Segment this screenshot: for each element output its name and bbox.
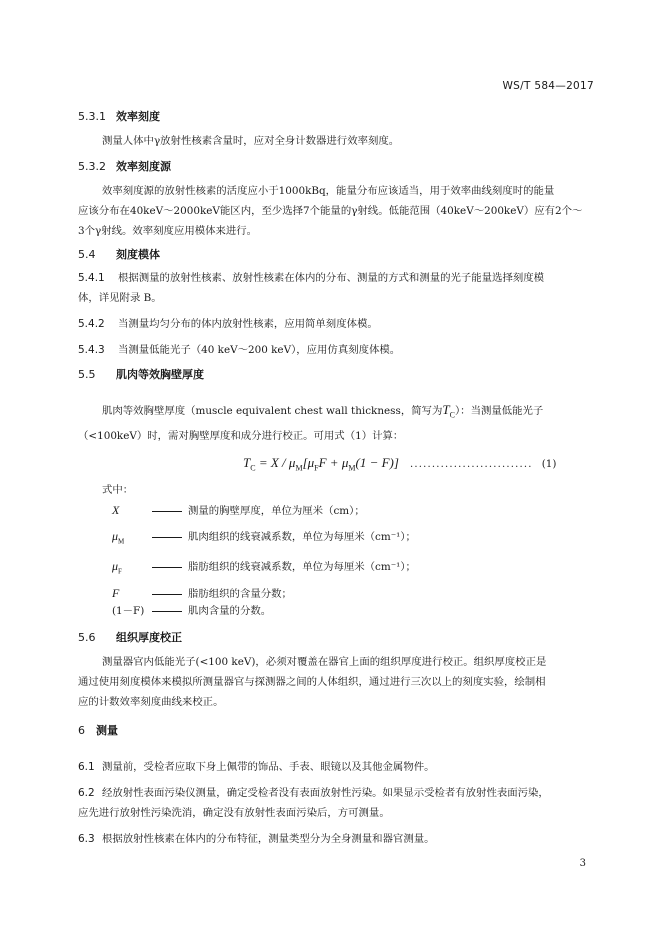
section-heading-5-3-2 [78, 158, 171, 174]
paragraph-line: （<100keV）时，需对胸壁厚度和成分进行校正。可用式（1）计算： [78, 430, 404, 442]
numbered-paragraph-6-2 [78, 783, 549, 803]
section-number: 5.3.2 [78, 160, 106, 173]
paragraph-line: 体，详见附录 B。 [78, 292, 162, 304]
tc-letter: T [442, 402, 450, 417]
text: ）：当测量低能光子 [454, 405, 544, 417]
formula-sub: M [348, 463, 356, 473]
dash-separator [152, 537, 182, 538]
numbered-paragraph-5-4-3 [78, 340, 400, 360]
where-label: 式中： [102, 484, 134, 496]
variable-description: 脂肪组织的含量分数； [188, 588, 292, 600]
section-heading-5-6 [78, 629, 182, 645]
paragraph-line: 3个γ射线。效率刻度应用模体来进行。 [78, 225, 258, 237]
formula-expression [243, 455, 399, 473]
formula-sub: F [314, 463, 319, 473]
formula-leader-dots: ............................ [410, 459, 533, 470]
symbol-text: μ [112, 529, 119, 543]
section-heading-5-5 [78, 366, 204, 382]
formula-part: (1 − F)] [355, 455, 399, 470]
formula-part: = X / μ [255, 455, 296, 470]
section-heading-5-4 [78, 246, 160, 262]
variable-symbol [112, 556, 152, 581]
numbered-paragraph-6-3 [78, 829, 435, 849]
variable-description: 肌肉含量的分数。 [188, 605, 272, 617]
numbered-paragraph-5-4-1 [78, 268, 544, 288]
section-title: 刻度模体 [116, 248, 160, 261]
clause-number: 5.4.3 [78, 344, 105, 356]
section-number: 6 [78, 724, 85, 737]
variable-definition [112, 500, 365, 525]
section-number: 5.4 [78, 248, 96, 261]
paragraph-line: 应的计数效率刻度曲线来校正。 [78, 696, 224, 708]
paragraph-line: 通过使用刻度模体来模拟所测量器官与探测器之间的人体组织，通过进行三次以上的刻度实验，绘制相 [78, 676, 546, 688]
section-heading-5-3-1 [78, 108, 160, 124]
section-title: 效率刻度源 [116, 160, 171, 173]
dash-separator [152, 594, 182, 595]
clause-number: 5.4.2 [78, 318, 105, 330]
paragraph-line: 当测量均匀分布的体内放射性核素，应用简单刻度体模。 [118, 318, 378, 330]
variable-symbol [112, 500, 152, 525]
variable-definition [112, 601, 271, 621]
formula-part: [μ [302, 455, 315, 470]
variable-symbol: (1－F) [112, 605, 145, 617]
section-title: 效率刻度 [116, 110, 160, 123]
paragraph-line: 经放射性表面污染仪测量，确定受检者没有表面放射性污染。如果显示受检者有放射性表面污染， [102, 787, 549, 799]
variable-description: 脂肪组织的线衰减系数，单位为每厘米（cm⁻¹）； [188, 561, 416, 573]
variable-symbol [112, 526, 152, 551]
paragraph-line: 测量器官内低能光子(<100 keV)，必须对覆盖在器官上面的组织厚度进行校正。组织厚度校正是 [102, 656, 547, 668]
clause-number: 5.4.1 [78, 272, 105, 284]
numbered-paragraph-6-1 [78, 757, 435, 777]
variable-description: 测量的胸壁厚度，单位为厘米（cm）； [188, 505, 365, 517]
section-title: 测量 [96, 724, 118, 737]
formula-1 [243, 452, 556, 473]
paragraph-line: 根据测量的放射性核素、放射性核素在体内的分布、测量的方式和测量的光子能量选择刻度模 [118, 272, 545, 284]
clause-number: 6.1 [78, 761, 95, 773]
section-title: 组织厚度校正 [116, 631, 182, 644]
text: 肌肉等效胸壁厚度（muscle equivalent chest wall thickness，简写为 [102, 405, 443, 417]
formula-sub: C [250, 463, 256, 473]
paragraph: 测量人体中γ放射性核素含量时，应对全身计数器进行效率刻度。 [102, 135, 400, 147]
paragraph-line: 根据放射性核素在体内的分布特征，测量类型分为全身测量和器官测量。 [102, 833, 435, 845]
symbol-sub: F [118, 567, 122, 576]
paragraph-line: 测量前，受检者应取下身上佩带的饰品、手表、眼镜以及其他金属物件。 [102, 761, 435, 773]
paragraph-line [102, 400, 543, 426]
section-number: 5.5 [78, 368, 96, 381]
dash-separator [152, 511, 182, 512]
section-number: 5.3.1 [78, 110, 106, 123]
tc-symbol [442, 402, 455, 420]
symbol-text: X [112, 503, 120, 517]
paragraph-line: 当测量低能光子（40 keV～200 keV），应用仿真刻度体模。 [118, 344, 401, 356]
standard-code: WS/T 584—2017 [502, 80, 594, 92]
paragraph-line: 效率刻度源的放射性核素的活度应小于1000kBq，能量分布应该适当，用于效率曲线刻度时的能量 [102, 185, 555, 197]
clause-number: 6.2 [78, 787, 95, 799]
page-number: 3 [579, 858, 586, 869]
formula-part: F + μ [318, 455, 349, 470]
clause-number: 6.3 [78, 833, 95, 845]
formula-number: (1) [541, 458, 557, 470]
formula-part: T [243, 455, 251, 470]
symbol-sub: M [118, 537, 125, 546]
section-number: 5.6 [78, 631, 96, 644]
numbered-paragraph-5-4-2 [78, 314, 378, 334]
paragraph-line: 应先进行放射性污染洗消，确定没有放射性表面污染后，方可测量。 [78, 807, 390, 819]
paragraph-line: 应该分布在40keV～2000keV能区内，至少选择7个能量的γ射线。低能范围（40keV～200keV）应有2个～ [78, 205, 583, 217]
variable-definition [112, 526, 416, 551]
variable-description: 肌肉组织的线衰减系数，单位为每厘米（cm⁻¹）； [188, 531, 416, 543]
tc-subscript: C [449, 410, 455, 420]
symbol-text: F [112, 586, 120, 600]
section-heading-6 [78, 722, 118, 738]
dash-separator [152, 611, 182, 612]
dash-separator [152, 567, 182, 568]
formula-sub: M [295, 463, 303, 473]
symbol-text: μ [112, 559, 119, 573]
variable-definition [112, 556, 416, 581]
section-title: 肌肉等效胸壁厚度 [116, 368, 204, 381]
